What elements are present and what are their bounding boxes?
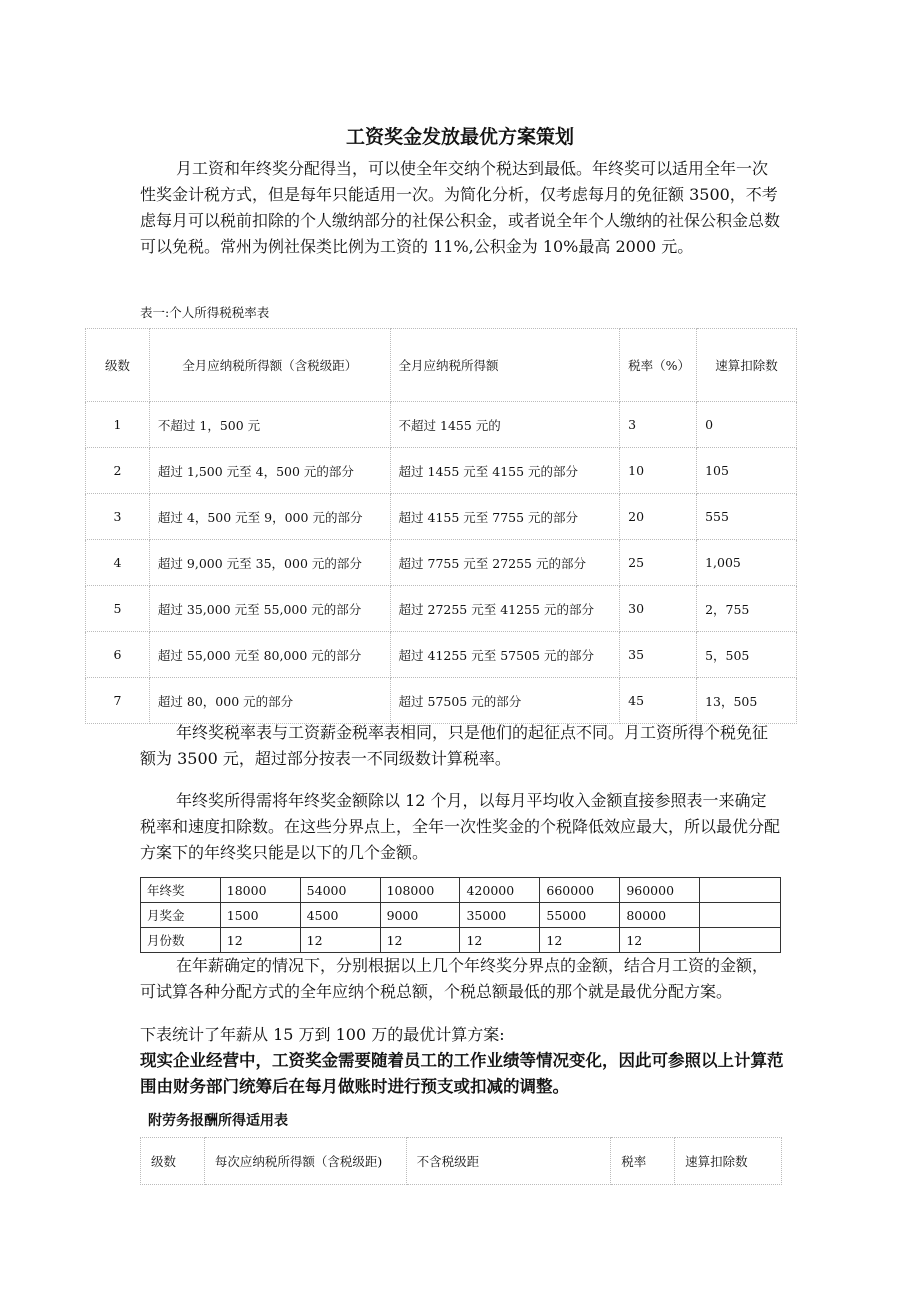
table-cell: 12 (380, 928, 460, 953)
paragraph-optimal-plan: 在年薪确定的情况下，分别根据以上几个年终奖分界点的金额，结合月工资的金额，可试算各种分配方式的全年应纳个税总额，个税总额最低的那个就是最优分配方案。 (140, 956, 769, 1001)
table1-caption: 表一:个人所得税税率表 (140, 305, 270, 320)
table-row (86, 540, 797, 586)
table-cell: 超过 4，500 元至 9，000 元的部分 (149, 494, 390, 540)
table-cell: 月份数 (141, 928, 221, 953)
table-row (86, 678, 797, 724)
table-cell: 5 (86, 586, 150, 632)
table-cell: 超过 27255 元至 41255 元的部分 (390, 586, 620, 632)
table-cell: 超过 41255 元至 57505 元的部分 (390, 632, 620, 678)
header-cell: 级数 (141, 1138, 205, 1185)
table-cell: 12 (460, 928, 540, 953)
table-row (141, 878, 781, 903)
table-cell: 超过 57505 元的部分 (390, 678, 620, 724)
table-cell: 不超过 1，500 元 (149, 402, 390, 448)
table-row (86, 586, 797, 632)
table-cell: 4 (86, 540, 150, 586)
table-cell: 6 (86, 632, 150, 678)
table-cell: 3 (620, 402, 697, 448)
table-row (141, 903, 781, 928)
table-cell: 9000 (380, 903, 460, 928)
table-cell: 35000 (460, 903, 540, 928)
table-cell: 12 (620, 928, 700, 953)
header-cell: 速算扣除数 (675, 1138, 782, 1185)
table-cell: 超过 55,000 元至 80,000 元的部分 (149, 632, 390, 678)
table-cell: 2 (86, 448, 150, 494)
table-cell: 月奖金 (141, 903, 221, 928)
header-cell: 不含税级距 (406, 1138, 611, 1185)
table-cell: 105 (697, 448, 797, 494)
table-cell: 1,005 (697, 540, 797, 586)
table-cell: 7 (86, 678, 150, 724)
paragraph-bonus-method: 年终奖所得需将年终奖金额除以 12 个月，以每月平均收入金额直接参照表一来确定税率和速度扣除数。在这些分界点上，全年一次性奖金的个税降低效应最大，所以最优分配方案下的年终奖只能是以下的几个金额。 (140, 791, 781, 862)
table-cell (700, 928, 781, 953)
table-cell: 12 (540, 928, 620, 953)
table-cell: 54000 (300, 878, 380, 903)
bonus-breakpoint-table (140, 877, 781, 953)
table-row (86, 402, 797, 448)
table-cell: 超过 1,500 元至 4，500 元的部分 (149, 448, 390, 494)
paragraph-bold-note: 现实企业经营中，工资奖金需要随着员工的工作业绩等情况变化，因此可参照以上计算范围由财务部门统筹后在每月做账时进行预支或扣减的调整。 (140, 1051, 784, 1096)
header-cell: 每次应纳税所得额（含税级距) (204, 1138, 406, 1185)
intro-paragraph: 月工资和年终奖分配得当，可以使全年交纳个税达到最低。年终奖可以适用全年一次性奖金计税方式，但是每年只能适用一次。为简化分析，仅考虑每月的免征额 3500，不考虑每月可以税前扣除的个人缴纳部分的社保公积金，或者说全年个人缴纳的社保公积金总数可以免税。常州为例社保类比例为工资的 11%,公积金为 10%最高 2000 元。 (140, 159, 781, 256)
table-cell: 960000 (620, 878, 700, 903)
table-cell: 3 (86, 494, 150, 540)
table-cell: 25 (620, 540, 697, 586)
table-cell: 年终奖 (141, 878, 221, 903)
table-row (86, 494, 797, 540)
header-cell: 税率 (611, 1138, 675, 1185)
table-row (86, 448, 797, 494)
table-cell: 0 (697, 402, 797, 448)
table-cell: 超过 1455 元至 4155 元的部分 (390, 448, 620, 494)
labor-remuneration-table (140, 1137, 782, 1185)
table-cell: 10 (620, 448, 697, 494)
table-cell: 超过 9,000 元至 35，000 元的部分 (149, 540, 390, 586)
table-cell: 超过 4155 元至 7755 元的部分 (390, 494, 620, 540)
table-cell: 13，505 (697, 678, 797, 724)
table-cell: 45 (620, 678, 697, 724)
table-cell: 420000 (460, 878, 540, 903)
table-cell: 4500 (300, 903, 380, 928)
table-cell: 18000 (220, 878, 300, 903)
table-cell: 2，755 (697, 586, 797, 632)
table-header-row (141, 1138, 782, 1185)
page-title: 工资奖金发放最优方案策划 (345, 126, 574, 148)
table-cell: 55000 (540, 903, 620, 928)
table-cell: 12 (300, 928, 380, 953)
table-cell: 5，505 (697, 632, 797, 678)
table-cell: 20 (620, 494, 697, 540)
table-cell: 超过 35,000 元至 55,000 元的部分 (149, 586, 390, 632)
paragraph-table-intro: 下表统计了年薪从 15 万到 100 万的最优计算方案: (140, 1025, 505, 1044)
tax-rate-table (85, 328, 797, 724)
header-cell: 全月应纳税所得额 (390, 329, 620, 402)
table-cell (700, 903, 781, 928)
table-cell (700, 878, 781, 903)
header-cell: 全月应纳税所得额（含税级距） (149, 329, 390, 402)
header-cell: 级数 (86, 329, 150, 402)
table-header-row (86, 329, 797, 402)
table-cell: 80000 (620, 903, 700, 928)
table-cell: 不超过 1455 元的 (390, 402, 620, 448)
header-cell: 速算扣除数 (697, 329, 797, 402)
table3-title: 附劳务报酬所得适用表 (148, 1113, 288, 1129)
table-cell: 35 (620, 632, 697, 678)
header-cell: 税率（%） (620, 329, 697, 402)
table-cell: 555 (697, 494, 797, 540)
table-cell: 108000 (380, 878, 460, 903)
table-cell: 12 (220, 928, 300, 953)
table-cell: 1 (86, 402, 150, 448)
table-row (141, 928, 781, 953)
table-cell: 1500 (220, 903, 300, 928)
paragraph-rate-note: 年终奖税率表与工资薪金税率表相同，只是他们的起征点不同。月工资所得个税免征额为 3500 元，超过部分按表一不同级数计算税率。 (140, 723, 769, 768)
table-row (86, 632, 797, 678)
table-cell: 超过 7755 元至 27255 元的部分 (390, 540, 620, 586)
table-cell: 超过 80，000 元的部分 (149, 678, 390, 724)
table-cell: 30 (620, 586, 697, 632)
table-cell: 660000 (540, 878, 620, 903)
